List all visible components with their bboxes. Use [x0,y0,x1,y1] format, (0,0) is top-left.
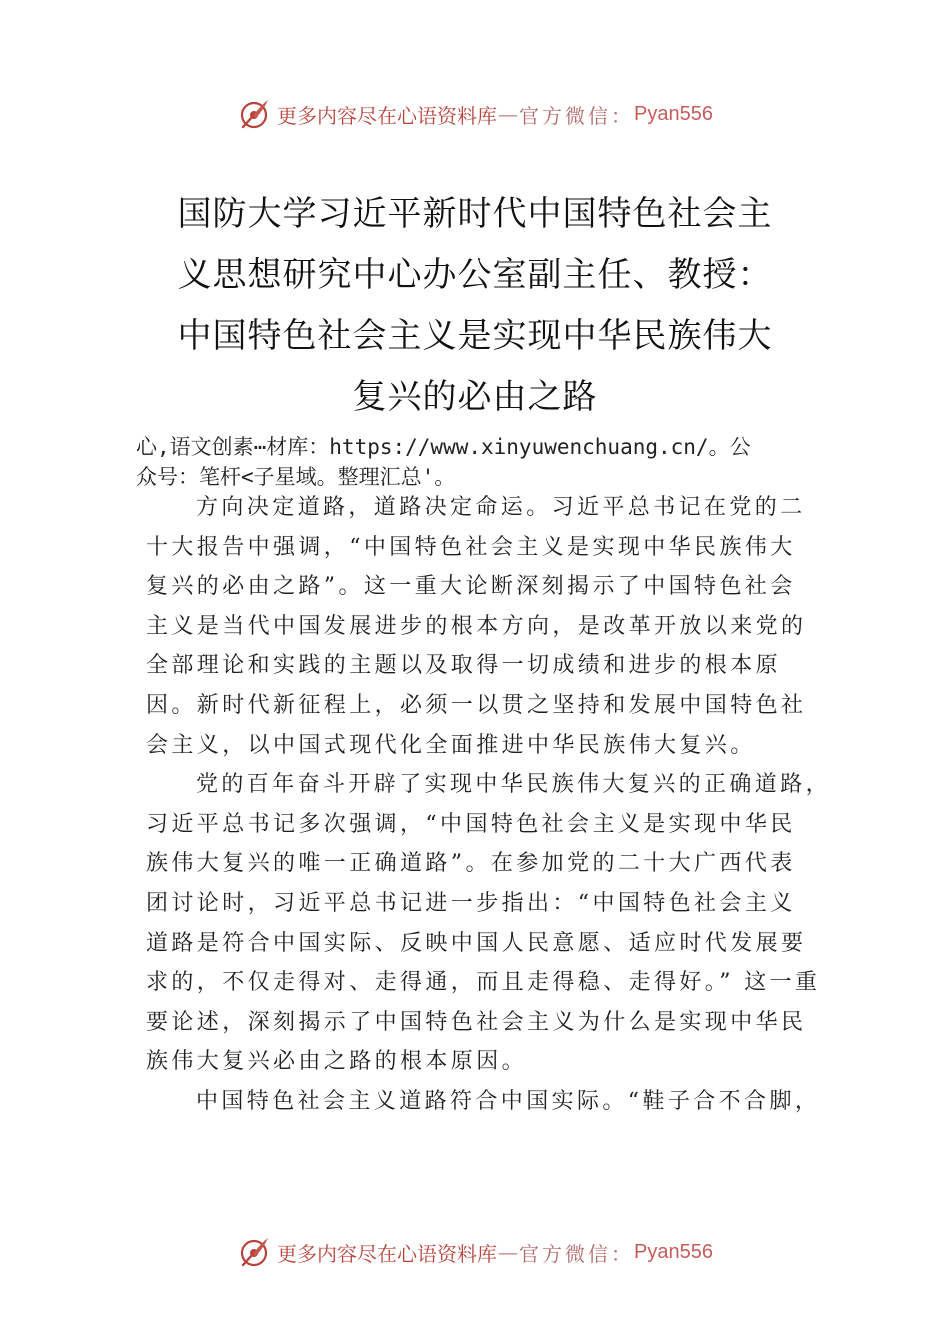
paragraph-line: 习近平总书记多次强调，“中国特色社会主义是实现中华民 [146,811,796,837]
title-line: 国防大学习近平新时代中国特色社会主 [177,194,773,234]
source-line: 众号：笔杆<子星域。整理汇总'。 [136,465,456,489]
banner-wechat-id: Pyan556 [634,102,713,125]
paragraph-line: 党的百年奋斗开辟了实现中华民族伟大复兴的正确道路， [196,772,832,798]
quill-pen-logo-icon [237,97,271,131]
paragraph-line: 中国特色社会主义道路符合中国实际。“鞋子合不合脚， [196,1088,821,1114]
banner-brand-text: 更多内容尽在心语资料库 [277,103,498,128]
source-note [136,432,826,492]
document-body [146,488,832,1122]
header-banner [0,94,950,134]
paragraph-line: 因。新时代新征程上，必须一以贯之坚持和发展中国特色社 [146,692,807,718]
paragraph-line: 求的，不仅走得对、走得通，而且走得稳、走得好。” 这一重 [146,970,821,996]
paragraph-line: 族伟大复兴必由之路的根本原因。 [146,1049,528,1075]
paragraph-line: 会主义，以中国式现代化全面推进中华民族伟大复兴。 [146,732,756,758]
title-line: 中国特色社会主义是实现中华民族伟大 [177,316,773,356]
paragraph-line: 团讨论时，习近平总书记进一步指出：“中国特色社会主义 [146,890,796,916]
paragraph-line: 复兴的必由之路”。这一重大论断深刻揭示了中国特色社会 [146,574,796,600]
paragraph-line: 要论述，深刻揭示了中国特色社会主义为什么是实现中华民 [146,1009,807,1035]
footer-banner [0,1232,950,1272]
paragraph-line: 方向决定道路，道路决定命运。习近平总书记在党的二 [196,495,806,520]
source-line: 心,语文创素⋯材库：https://www.xinyuwenchuang.cn/。公 [136,435,751,459]
paragraph-line: 族伟大复兴的唯一正确道路”。在参加党的二十大广西代表 [146,851,796,877]
banner-dash: — [498,1240,519,1264]
paragraph-line: 主义是当代中国发展进步的根本方向，是改革开放以来党的 [146,613,807,639]
banner-official-label: 官方微信： [519,103,635,128]
title-line: 复兴的必由之路 [352,377,598,417]
title-line: 义思想研究中心办公室副主任、教授： [177,255,773,295]
paragraph-line: 道路是符合中国实际、反映中国人民意愿、适应时代发展要 [146,930,807,956]
banner-official-label: 官方微信： [519,1241,635,1266]
quill-pen-logo-icon [237,1235,271,1269]
document-title [130,184,820,428]
paragraph-line: 全部理论和实践的主题以及取得一切成绩和进步的根本原 [146,653,782,679]
banner-wechat-id: Pyan556 [634,1240,713,1263]
banner-brand-text: 更多内容尽在心语资料库 [277,1241,498,1266]
paragraph-line: 十大报告中强调，“中国特色社会主义是实现中华民族伟大 [146,534,796,560]
banner-dash: — [498,102,519,126]
